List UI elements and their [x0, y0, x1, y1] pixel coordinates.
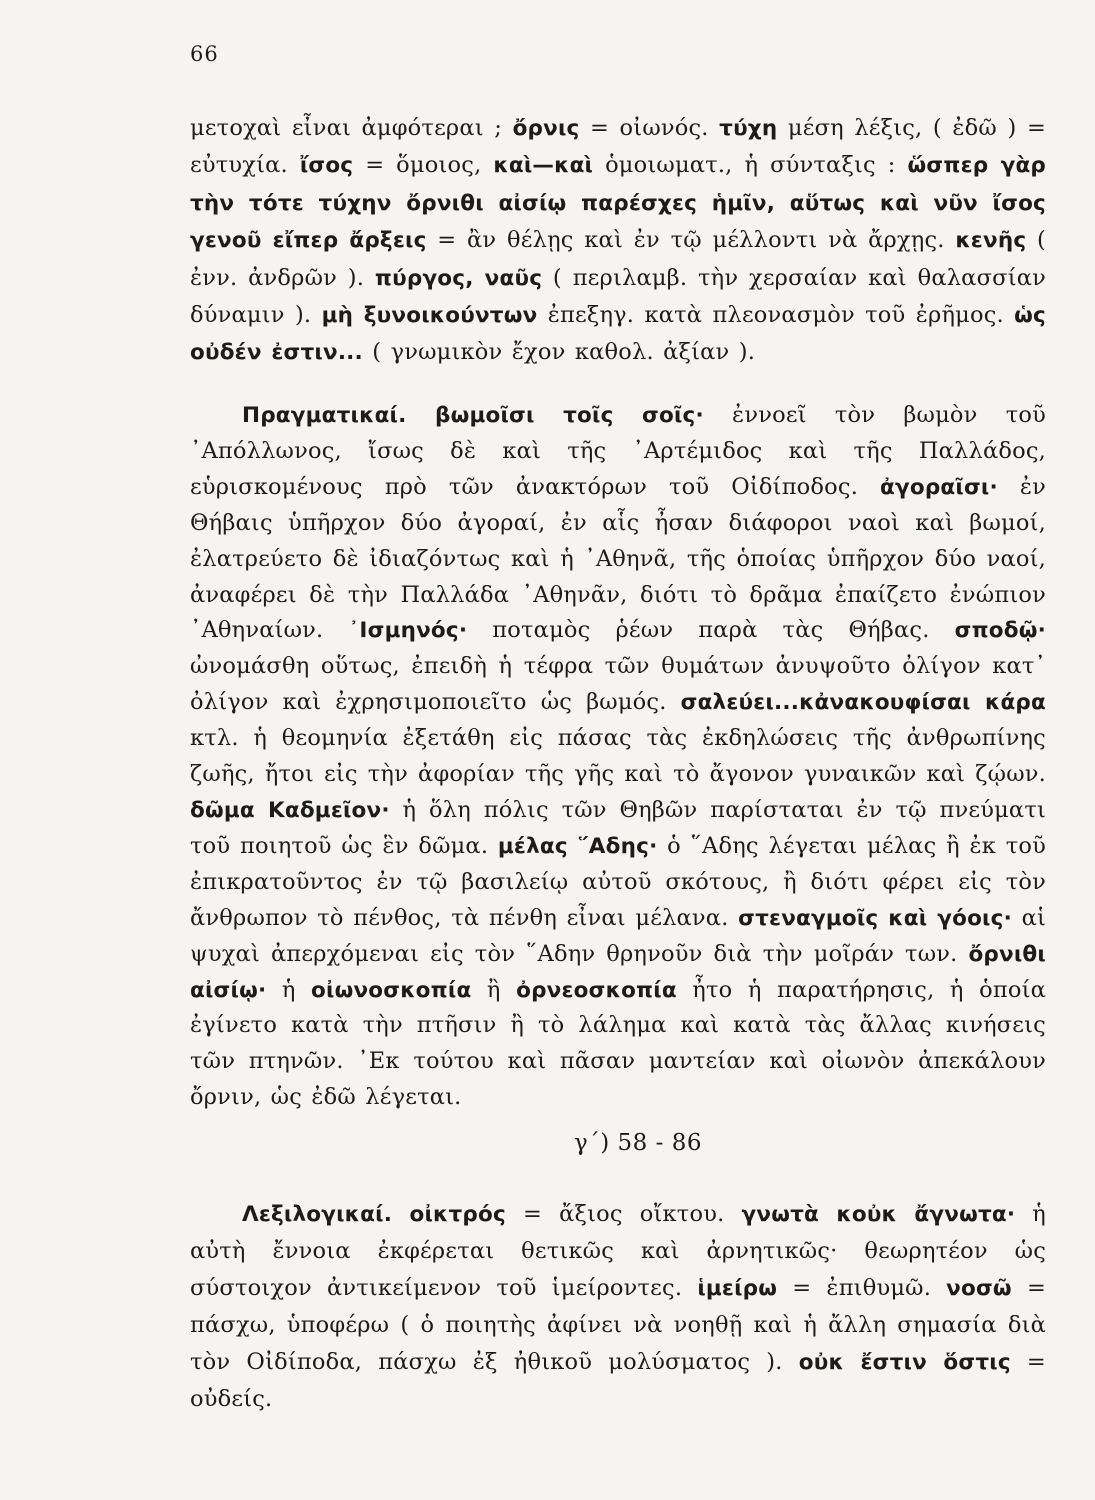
bold-term: πύργος, ναῦς: [374, 265, 543, 291]
bold-term: ἀγοραῖσι·: [880, 474, 998, 500]
text-run: = ἄξιος οἴκτου.: [505, 1201, 742, 1227]
text-run: = ἂν θέλῃς καὶ ἐν τῷ μέλλοντι νὰ ἄρχῃς.: [426, 227, 956, 254]
text-run: = πάσχω, ὑποφέρω ( ὁ ποιητὴς ἀφίνει νὰ νοηθῇ καὶ ἡ ἄλλη σημασία διὰ τὸν Οἰδίποδα, πάσχω ἐξ ἠθικοῦ μολύσματος ).: [190, 1275, 1046, 1375]
text-run: ἢ: [471, 976, 517, 1003]
bold-term: ᾿Ισμηνός·: [348, 618, 468, 644]
text-run: ἡ ὅλη πόλις τῶν Θηβῶν παρίσταται ἐν τῷ πνεύματι τοῦ ποιητοῦ ὡς ἓν δῶμα.: [190, 796, 1046, 859]
bold-term: ὀρνεοσκοπία: [516, 977, 677, 1003]
text-run: ὠνομάσθη οὕτως, ἐπειδὴ ἡ τέφρα τῶν θυμάτων ἀνυψοῦτο ὀλίγον κατ᾿ ὀλίγον καὶ ἐχρησιμοποιεῖτο ὡς βωμός.: [190, 653, 1046, 716]
bold-term: ὥσπερ γὰρ τὴν τότε τύχην ὄρνιθι αἰσίῳ παρέσχες ἡμῖν, αὕτως καὶ νῦν ἴσος γενοῦ εἴπερ ἄρξεις: [190, 153, 1047, 254]
text-run: ἡ: [266, 976, 312, 1003]
bold-term: τύχη: [719, 116, 778, 141]
bold-term: Πραγματικαί.: [242, 403, 436, 428]
bold-term: γνωτὰ κοὐκ ἄγνωτα·: [741, 1202, 1016, 1227]
text-run: κτλ. ἡ θεομηνία ἐξετάθη εἰς πάσας τὰς ἐκδηλώσεις τῆς ἀνθρωπίνης ζωῆς, ἤτοι εἰς τὴν ἀφορίαν τῆς γῆς καὶ τὸ ἄγονον γυναικῶν καὶ ζῴων.: [190, 725, 1046, 788]
text-run: = ἐπιθυμῶ.: [777, 1275, 947, 1301]
text-run: ἡ αὐτὴ ἔννοια ἐκφέρεται θετικῶς καὶ ἀρνητικῶς· θεωρητέον ὡς σύστοιχον ἀντικείμενον τοῦ ἱμείροντες.: [190, 1201, 1046, 1301]
page-number: 66: [190, 42, 219, 66]
bold-term: βωμοῖσι τοῖς σοῖς·: [435, 403, 704, 428]
text-run: ( περιλαμβ. τὴν χερσαίαν καὶ θαλασσίαν δύναμιν ).: [190, 264, 1046, 329]
text-run: ( γνωμικὸν ἔχον καθολ. ἀξίαν ).: [362, 339, 756, 366]
text-run: ποταμὸς ῥέων παρὰ τὰς Θήβας.: [467, 617, 955, 644]
text-run: ἐν Θήβαις ὑπῆρχον δύο ἀγοραί, ἐν αἷς ἦσαν διάφοροι ναοὶ καὶ βωμοί, ἐλατρεύετο δὲ ἰδιαζόντως καὶ ἡ ᾿Αθηνᾶ, τῆς ὁποίας ὑπῆρχον δύο ναοί, ἀναφέρει δὲ τὴν Παλλάδα ᾿Αθηνᾶν, διότι τὸ δρᾶμα ἐπαίζετο ἐνώπιον ᾿Αθηναίων.: [190, 473, 1046, 644]
text-run: ὁ ῞Αδης λέγεται μέλας ἢ ἐκ τοῦ ἐπικρατοῦντος ἐν τῷ βασιλείῳ αὐτοῦ σκότους, ἢ διότι φέρει εἰς τὸν ἄνθρωπον τὸ πένθος, τὰ πένθη εἶναι μέλανα.: [190, 832, 1046, 931]
text-run: μετοχαὶ εἶναι ἀμφότεραι ;: [190, 115, 513, 141]
text-run: ἐννοεῖ τὸν βωμὸν τοῦ ᾿Απόλλωνος, ἴσως δὲ καὶ τῆς ᾿Αρτέμιδος καὶ τῆς Παλλάδος, εὑρισκομένους πρὸ τῶν ἀνακτόρων τοῦ Οἰδίποδος.: [190, 402, 1047, 500]
bold-term: ἱμείρω: [697, 1276, 778, 1301]
bold-term: νοσῶ: [946, 1276, 1012, 1301]
bold-term: ἴσος: [299, 153, 354, 179]
text-run: = ὅμοιος,: [353, 152, 494, 179]
bold-term: κενῆς: [955, 228, 1027, 254]
paragraph-3: [190, 1196, 1046, 1418]
text-run: ὁμοιωματ., ἡ σύνταξις :: [593, 152, 908, 179]
bold-term: καὶ—καὶ: [493, 153, 594, 179]
bold-term: οἰωνοσκοπία: [311, 977, 472, 1003]
bold-term: ὄρνις: [512, 116, 580, 141]
bold-term: στεναγμοῖς καὶ γόοις·: [738, 905, 1012, 931]
bold-term: Λεξιλογικαί.: [242, 1202, 410, 1227]
text-run: μέση λέξις, ( ἐδῶ ) = εὐτυχία.: [190, 115, 1046, 179]
text-run: ( ἐνν. ἀνδρῶν ).: [190, 227, 1046, 291]
text-run: ἦτο ἡ παρατήρησις, ἡ ὁποία ἐγίνετο κατὰ τὴν πτῆσιν ἢ τὸ λάλημα καὶ κατὰ τὰς ἄλλας κινήσεις τῶν πτηνῶν. ᾿Εκ τούτου καὶ πᾶσαν μαντείαν καὶ οἰωνὸν ἀπεκάλουν ὄρνιν, ὡς ἐδῶ λέγεται.: [190, 976, 1047, 1111]
text-run: αἱ ψυχαὶ ἀπερχόμεναι εἰς τὸν ῞Αδην θρηνοῦν διὰ τὴν μοῖράν των.: [190, 904, 1046, 967]
bold-term: οἰκτρός: [409, 1202, 506, 1227]
bold-term: δῶμα Καδμεῖον·: [190, 797, 390, 823]
text-run: = οἰωνός.: [579, 115, 720, 141]
bold-term: μέλας ῞Αδης·: [497, 833, 658, 859]
paragraph-2: [190, 398, 1046, 1116]
bold-term: ὡς οὐδέν ἐστιν...: [190, 303, 1047, 366]
paragraph-1: [190, 110, 1046, 372]
text-run: ἐπεξηγ. κατὰ πλεονασμὸν τοῦ ἐρῆμος.: [537, 302, 1015, 329]
section-heading: γ΄) 58 - 86: [574, 1130, 702, 1156]
bold-term: ὄρνιθι αἰσίῳ·: [190, 941, 1046, 1003]
bold-term: σποδῷ·: [954, 618, 1046, 644]
bold-term: σαλεύει...κἀνακουφίσαι κάρα: [680, 690, 1046, 716]
bold-term: μὴ ξυνοικούντων: [321, 303, 538, 329]
text-run: = οὐδείς.: [190, 1349, 1046, 1412]
bold-term: οὐκ ἔστιν ὅστις: [798, 1350, 1011, 1375]
